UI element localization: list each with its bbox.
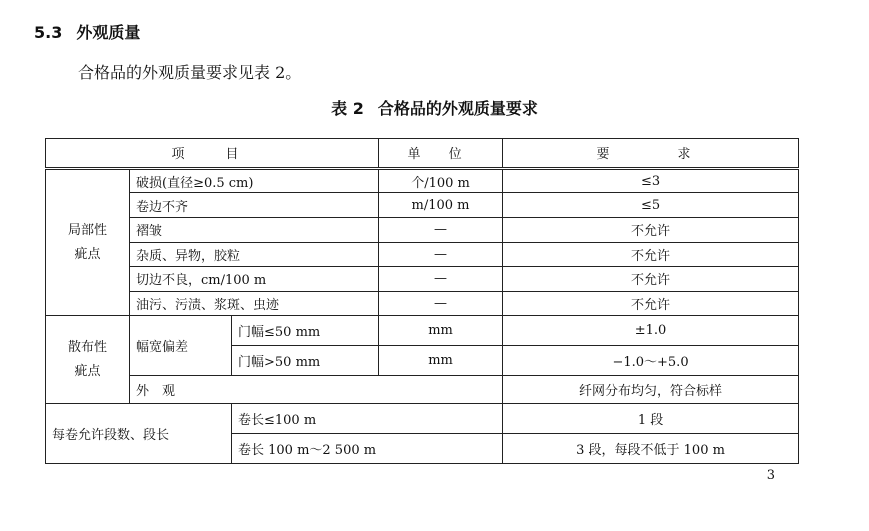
intro-paragraph: 合格品的外观质量要求见表 2。 bbox=[78, 63, 302, 82]
header-item: 项 目 bbox=[46, 139, 379, 169]
group-label-line: 疵点 bbox=[74, 363, 101, 379]
row-item: 卷边不齐 bbox=[130, 193, 379, 218]
section-number: 5.3 bbox=[34, 23, 63, 42]
width-condition: 门幅≤50 mm bbox=[232, 316, 379, 346]
row-requirement: 不允许 bbox=[503, 217, 799, 242]
row-requirement: 纤网分布均匀，符合标样 bbox=[503, 375, 799, 404]
header-unit: 单 位 bbox=[379, 139, 503, 169]
row-requirement: ±1.0 bbox=[503, 316, 799, 346]
row-unit: mm bbox=[379, 346, 503, 376]
table-row bbox=[46, 291, 799, 316]
row-unit: — bbox=[379, 242, 503, 267]
width-condition: 门幅>50 mm bbox=[232, 346, 379, 376]
row-requirement: −1.0～+5.0 bbox=[503, 346, 799, 376]
row-unit: — bbox=[379, 291, 503, 316]
table-row bbox=[46, 375, 799, 404]
row-requirement: 不允许 bbox=[503, 267, 799, 292]
group-label-line: 疵点 bbox=[74, 246, 101, 262]
table-row bbox=[46, 267, 799, 292]
page-number: 3 bbox=[766, 468, 775, 483]
table-number: 表 2 bbox=[331, 99, 364, 118]
table-title: 合格品的外观质量要求 bbox=[377, 99, 538, 118]
table-caption bbox=[0, 96, 869, 119]
table-row bbox=[46, 404, 799, 434]
section-heading bbox=[34, 20, 140, 43]
row-requirement: ≤5 bbox=[503, 193, 799, 218]
width-deviation-label: 幅宽偏差 bbox=[130, 316, 232, 375]
row-item: 破损(直径≥0.5 cm) bbox=[130, 168, 379, 193]
row-requirement: 不允许 bbox=[503, 242, 799, 267]
group-label-line: 散布性 bbox=[67, 339, 107, 355]
row-unit: — bbox=[379, 267, 503, 292]
table-row bbox=[46, 168, 799, 193]
group-label-line: 局部性 bbox=[67, 222, 107, 238]
section-title: 外观质量 bbox=[76, 23, 141, 42]
group-label-scatter bbox=[46, 316, 130, 404]
row-item: 杂质、异物，胶粒 bbox=[130, 242, 379, 267]
segment-condition: 卷长≤100 m bbox=[232, 404, 503, 434]
row-item: 油污、污渍、浆斑、虫迹 bbox=[130, 291, 379, 316]
table-row bbox=[46, 217, 799, 242]
table-header-row bbox=[46, 139, 799, 169]
row-unit: mm bbox=[379, 316, 503, 346]
appearance-quality-table bbox=[45, 138, 799, 464]
segments-label: 每卷允许段数、段长 bbox=[46, 404, 232, 464]
row-requirement: 3 段，每段不低于 100 m bbox=[503, 434, 799, 464]
header-requirement: 要 求 bbox=[503, 139, 799, 169]
group-label-local bbox=[46, 168, 130, 316]
row-requirement: ≤3 bbox=[503, 168, 799, 193]
appearance-label: 外 观 bbox=[130, 375, 503, 404]
row-unit: 个/100 m bbox=[379, 168, 503, 193]
row-item: 褶皱 bbox=[130, 217, 379, 242]
segment-condition: 卷长 100 m～2 500 m bbox=[232, 434, 503, 464]
row-requirement: 不允许 bbox=[503, 291, 799, 316]
table-row bbox=[46, 316, 799, 346]
row-item: 切边不良，cm/100 m bbox=[130, 267, 379, 292]
table-row bbox=[46, 193, 799, 218]
row-unit: m/100 m bbox=[379, 193, 503, 218]
row-requirement: 1 段 bbox=[503, 404, 799, 434]
row-unit: — bbox=[379, 217, 503, 242]
table-row bbox=[46, 242, 799, 267]
